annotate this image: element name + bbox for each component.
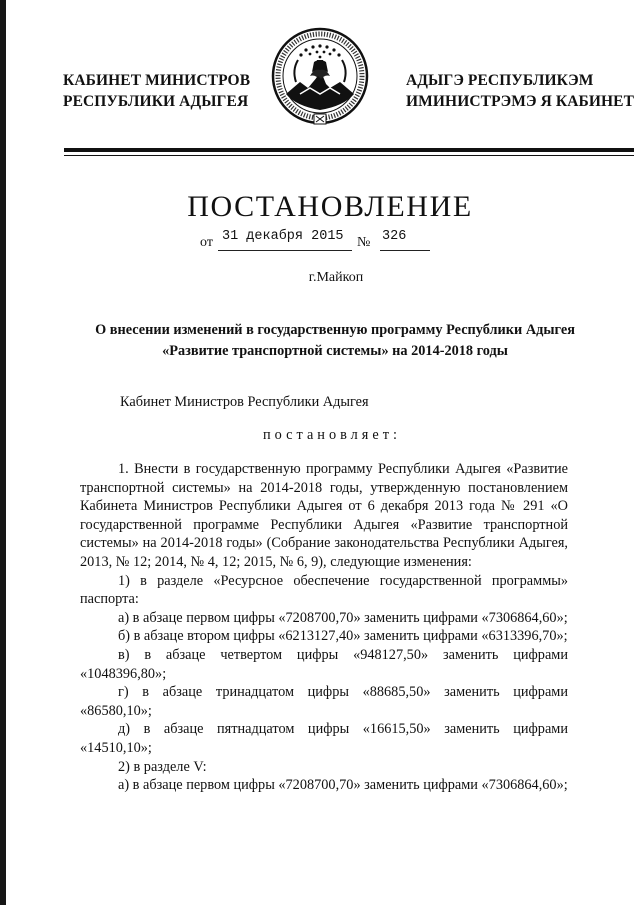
date-number-line — [200, 226, 440, 254]
body-paragraph-2: 1) в разделе «Ресурсное обеспечение государственной программы» паспорта: — [80, 572, 568, 608]
body-paragraph-8: 2) в разделе V: — [118, 758, 207, 775]
body-paragraph-6: г) в абзаце тринадцатом цифры «88685,50» заменить цифрами «86580,10»; — [80, 684, 568, 719]
body-paragraph-7: д) в абзаце пятнадцатом цифры «16615,50» заменить цифрами «14510,10»; — [80, 721, 568, 756]
header-rule-thick — [64, 148, 634, 152]
number-underline — [380, 250, 430, 251]
header-rule-thin — [64, 155, 634, 156]
document-type-title: ПОСТАНОВЛЕНИЕ — [187, 190, 473, 223]
body-paragraph-5: в) в абзаце четвертом цифры «948127,50» заменить цифрами «1048396,80»; — [80, 646, 568, 682]
header-right-line1: АДЫГЭ РЕСПУБЛИКЭМ — [406, 72, 594, 89]
date-prefix: от — [200, 235, 213, 250]
header-left-russian — [63, 70, 253, 112]
document-date: 31 декабря 2015 — [222, 229, 344, 244]
resolves-line: постановляет: — [263, 427, 401, 443]
adygea-emblem-icon — [270, 24, 370, 136]
body-paragraph-9: а) в абзаце первом цифры «7208700,70» заменить цифрами «7306864,60»; — [118, 777, 568, 794]
issuer-line: Кабинет Министров Республики Адыгея — [120, 394, 369, 410]
subject-line1: О внесении изменений в государственную программу Республики Адыгея — [95, 322, 575, 338]
body-paragraph-3: а) в абзаце первом цифры «7208700,70» заменить цифрами «7306864,60»; — [118, 609, 568, 626]
header-left-line1: КАБИНЕТ МИНИСТРОВ — [63, 72, 251, 89]
subject-line2: «Развитие транспортной системы» на 2014-2018 годы — [162, 343, 508, 359]
document-number: 326 — [382, 229, 407, 244]
header-right-adyghe — [406, 70, 635, 112]
header-left-line2: РЕСПУБЛИКИ АДЫГЕЯ — [63, 93, 249, 110]
city-line: г.Майкоп — [308, 270, 364, 285]
scan-edge-shadow — [0, 0, 6, 905]
document-body — [80, 460, 568, 795]
body-paragraph-4: б) в абзаце втором цифры «6213127,40» заменить цифрами «6313396,70»; — [118, 628, 568, 645]
date-underline — [218, 250, 352, 251]
document-subject — [60, 320, 610, 362]
header-right-line2: ИМИНИСТРЭМЭ Я КАБИНЕТ — [406, 93, 635, 110]
body-paragraph-1: 1. Внести в государственную программу Республики Адыгея «Развитие транспортной системы» на 2014-2018 годы, утвержденную постановлением Кабинета Министров Республики Адыгея от 6 декабря 2013 года № 291 «О государственной программе Республики Адыгея «Развитие транспортной системы» на 2014-2018 годы» (Собрание законодательства Республики Адыгея, 2013, № 12; 2014, № 4, 12; 2015, № 6, 9), следующие изменения: — [80, 461, 568, 570]
number-prefix: № — [357, 235, 371, 250]
